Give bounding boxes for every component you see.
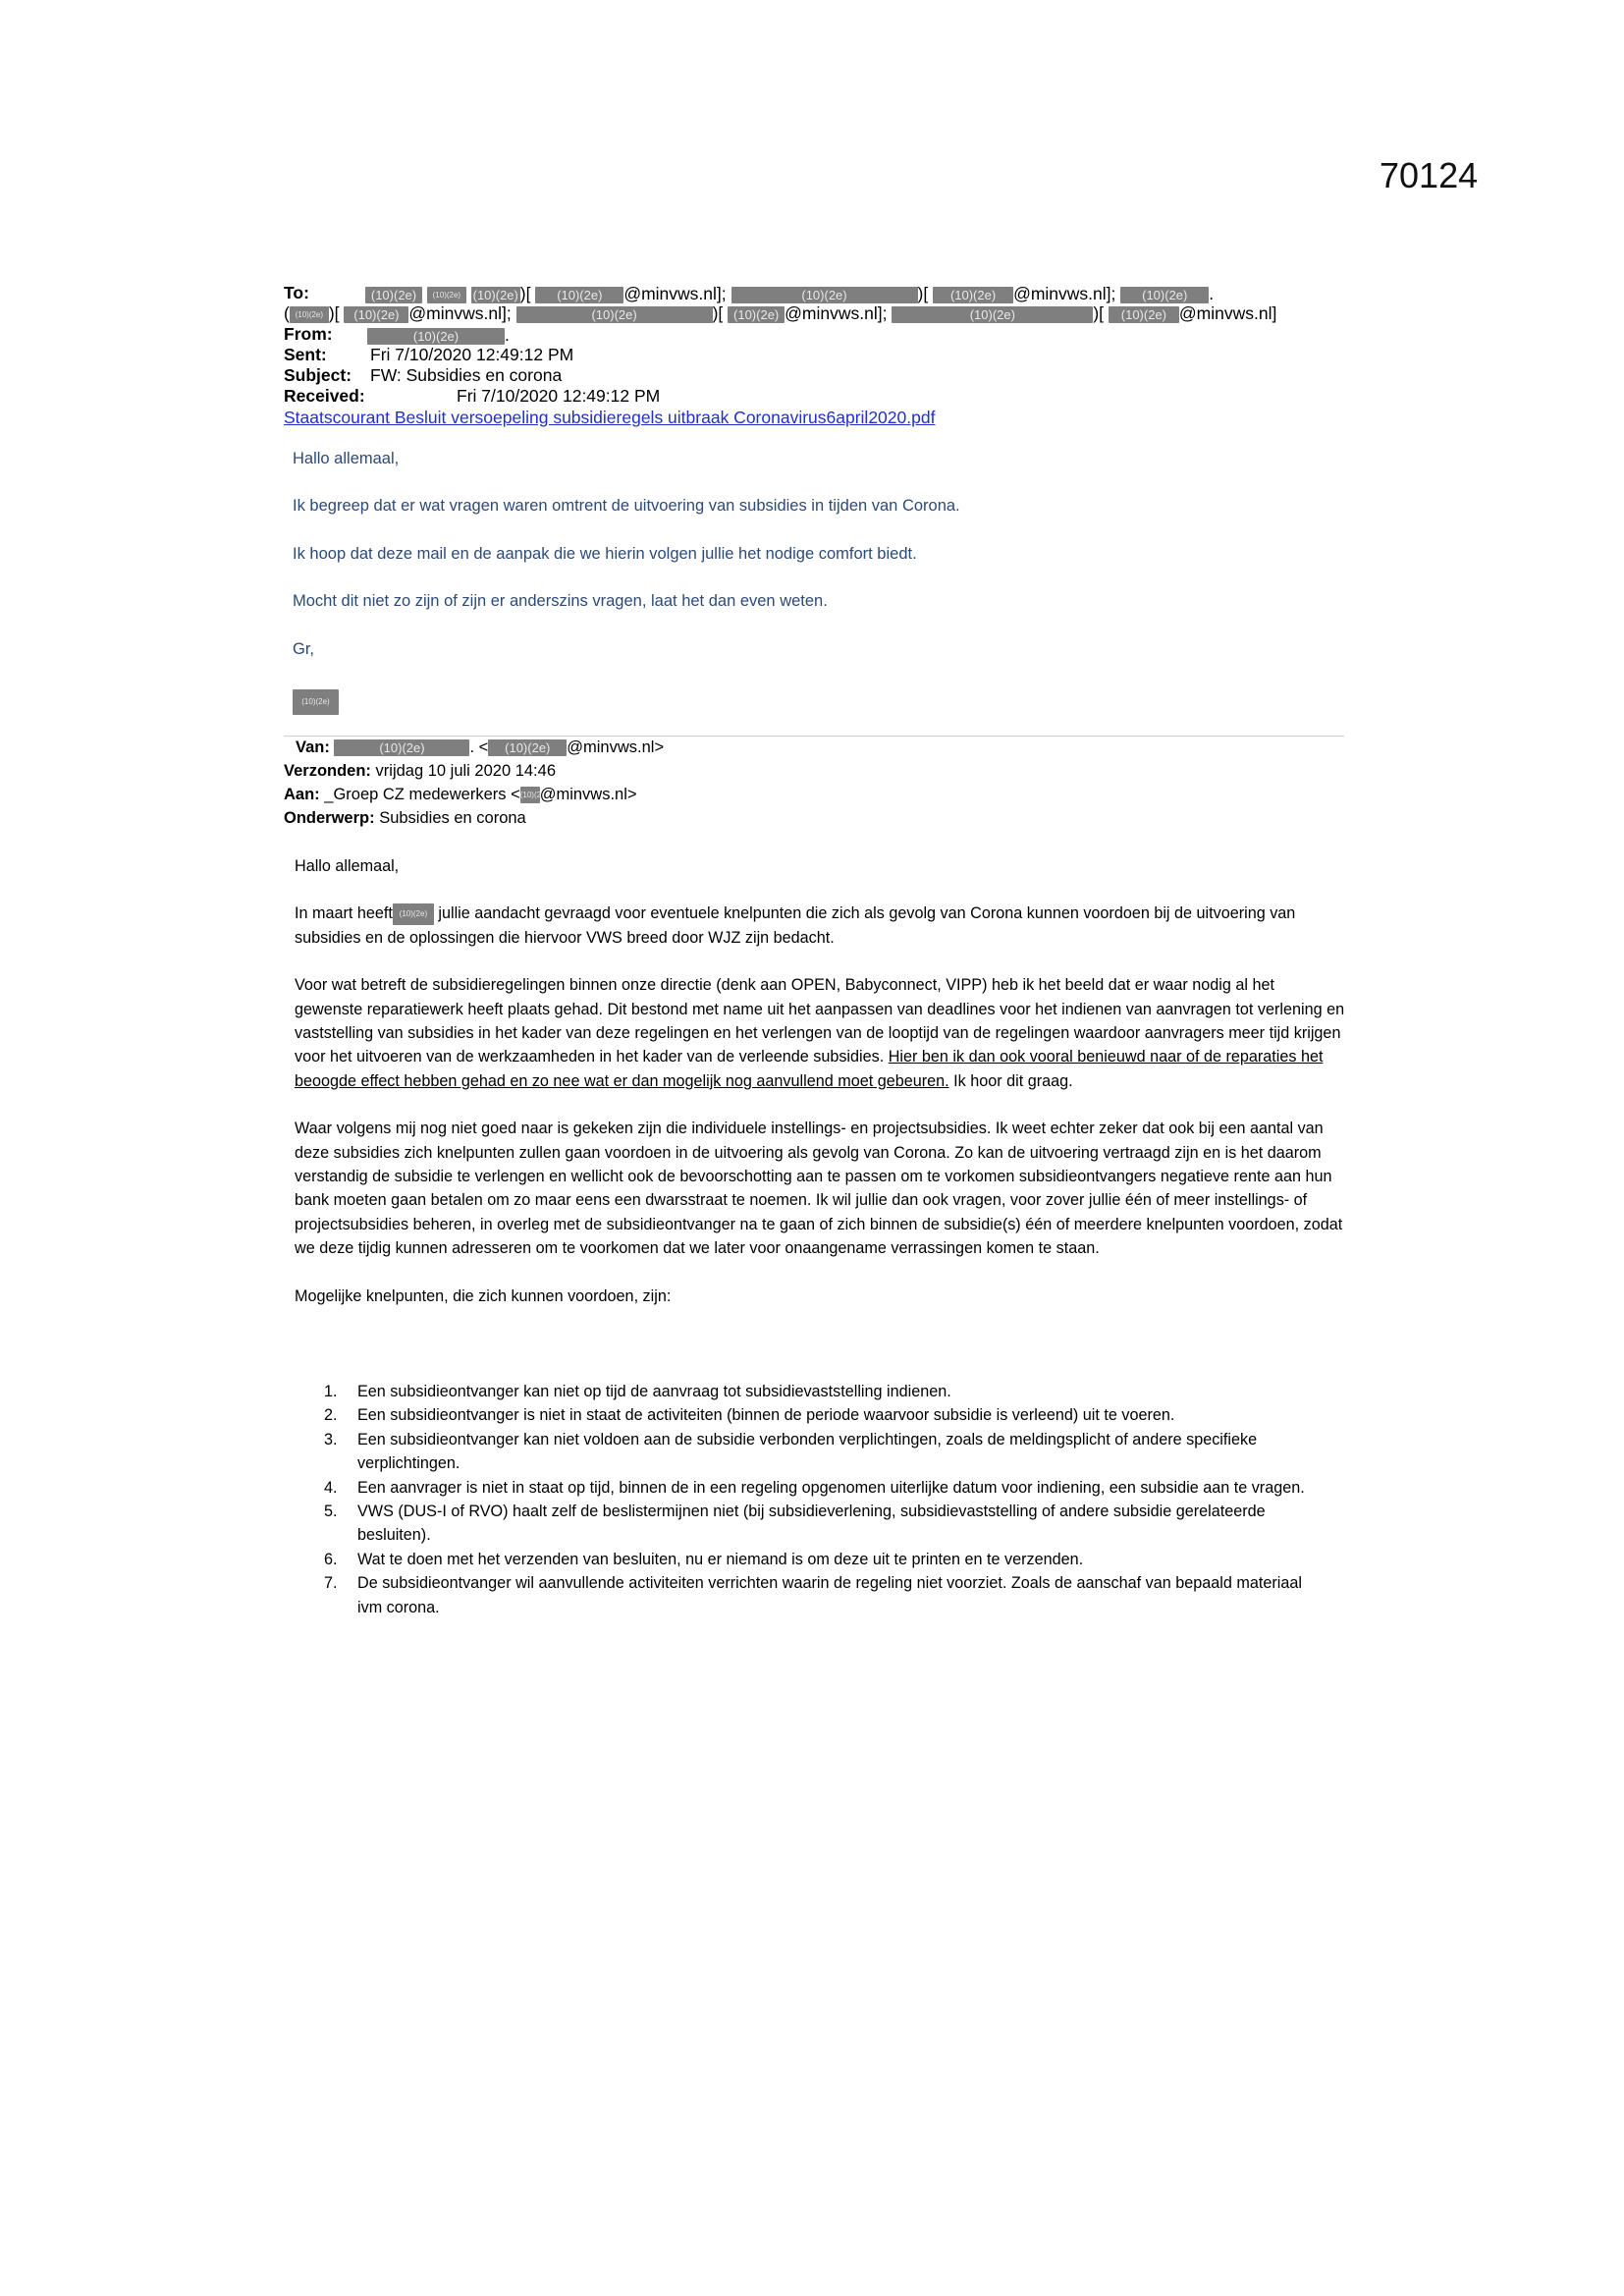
separator	[284, 736, 1344, 737]
message-body	[295, 854, 1345, 1308]
list-number: 6.	[324, 1550, 338, 1568]
redaction: (10)(2e)	[344, 306, 408, 323]
aan-label: Aan:	[284, 786, 320, 803]
list-item	[324, 1428, 1316, 1476]
redaction: (10)(2e)	[728, 306, 785, 323]
attachment-link[interactable]: Staatscourant Besluit versoepeling subsidieregels uitbraak Coronavirus6april2020.pdf	[284, 408, 936, 427]
van-domain: @minvws.nl>	[567, 738, 665, 756]
van-label: Van:	[296, 738, 330, 756]
onderwerp-value: Subsidies en corona	[379, 809, 526, 827]
to-domain: @minvws.nl];	[1013, 284, 1116, 303]
p2-end: Ik hoor dit graag.	[953, 1071, 1073, 1090]
redaction: (10)(2e)	[535, 287, 623, 303]
list-item	[324, 1500, 1316, 1548]
list-text: Een subsidieontvanger is niet in staat de activiteiten (binnen de periode waarvoor subsidie is verleend) uit te voeren.	[357, 1406, 1175, 1425]
redaction: (10)(2e)	[334, 739, 469, 756]
list-item	[324, 1380, 1316, 1403]
list-text: Een aanvrager is niet in staat op tijd, binnen de in een regeling opgenomen uiterlijke datum voor indiening, een subsidie aan te vragen.	[357, 1478, 1305, 1497]
body-paragraph-3: Waar volgens mij nog niet goed naar is gekeken zijn die individuele instellings- en projectsubsidies. Ik weet echter zeker dat ook bij een aantal van deze subsidies zich knelpunten zullen gaan voordoen in de uitvoering als gevolg van Corona. Zo kan de uitvoering vertraagd zijn en is het daarom verstandig de subsidie te verlengen en wellicht ook de bevoorschotting aan te passen om te vorkomen subsidieontvangers negatieve rente aan hun bank moeten gaan betalen om zo maar eens een dwarsstraat te noemen. Ik wil jullie dan ook vragen, voor zover jullie één of meer instellings- of projectsubsidies beheren, in overleg met de subsidieontvanger na te gaan of zich binnen de subsidie(s) één of meerdere knelpunten voordoen, zodat we deze tijdig kunnen adresseren om te voorkomen dat we later voor onaangename verrassingen komen te staan.	[295, 1120, 1343, 1258]
redaction: (10)(2e)	[892, 306, 1093, 323]
verzonden-value: vrijdag 10 juli 2020 14:46	[375, 762, 556, 780]
to-line: To: (10)(2e) (10)(2e) (10)(2e) )[ (10)(2e) @minvws.nl]; (10)(2e) )[ (10)(2e) @minvws.nl]; (10)(2e) .	[284, 283, 1215, 303]
list-number: 2.	[324, 1406, 338, 1425]
p1-start: In maart heeft	[295, 904, 393, 923]
sent-line	[284, 345, 574, 364]
redaction: (10)(2e)	[933, 287, 1013, 303]
forward-closing: Gr,	[293, 640, 315, 658]
forward-greeting: Hallo allemaal,	[293, 450, 400, 467]
knelpunten-list	[324, 1380, 1316, 1619]
to-domain: @minvws.nl]	[1178, 303, 1277, 323]
list-text: Een subsidieontvanger kan niet voldoen aan de subsidie verbonden verplichtingen, zoals de meldingsplicht of andere specifieke verplichtingen.	[357, 1430, 1258, 1473]
forward-line-1: Ik begreep dat er wat vragen waren omtrent de uitvoering van subsidies in tijden van Corona.	[293, 497, 960, 515]
list-item	[324, 1548, 1316, 1571]
van-line	[296, 738, 664, 757]
redaction: (10)(2e)	[520, 787, 540, 803]
list-item	[324, 1403, 1316, 1427]
to-trail: .	[1209, 284, 1215, 303]
received-label: Received:	[284, 386, 365, 406]
forward-line-2: Ik hoop dat deze mail en de aanpak die we hierin volgen jullie het nodige comfort biedt.	[293, 545, 917, 563]
redaction: (10)(2e)	[488, 739, 567, 756]
to-line-2: ( (10)(2e) )[ (10)(2e) @minvws.nl]; (10)(2e) )[ (10)(2e) @minvws.nl]; (10)(2e) )[ (10)(2e) @minvws.nl]	[284, 303, 1277, 323]
redaction: (10)(2e)	[1120, 287, 1209, 303]
to-domain: @minvws.nl];	[623, 284, 727, 303]
received-value: Fri 7/10/2020 12:49:12 PM	[457, 386, 661, 406]
to-domain: @minvws.nl];	[408, 303, 512, 323]
document-number: 70124	[1380, 155, 1479, 195]
onderwerp-label: Onderwerp:	[284, 809, 375, 827]
verzonden-label: Verzonden:	[284, 762, 371, 780]
from-line: From: (10)(2e) .	[284, 324, 510, 345]
p1-rest: jullie aandacht gevraagd voor eventuele knelpunten die zich als gevolg van Corona kunnen voordoen bij de uitvoering van subsidies en de oplossingen die hiervoor VWS breed door WJZ zijn bedacht.	[295, 904, 1296, 947]
received-line	[284, 386, 661, 406]
list-number: 3.	[324, 1430, 338, 1449]
redaction: (10)(2e)	[393, 903, 434, 925]
list-text: Een subsidieontvanger kan niet op tijd de aanvraag tot subsidievaststelling indienen.	[357, 1383, 951, 1400]
verzonden-line	[284, 762, 556, 781]
redaction: (10)(2e)	[367, 328, 505, 345]
p2-underlined: Hier ben ik dan ook vooral benieuwd naar of de reparaties het beoogde effect hebben gehad en zo nee wat er dan mogelijk nog aanvullend moet gebeuren.	[295, 1048, 1324, 1090]
redaction: (10)(2e)	[516, 306, 713, 323]
subject-label: Subject:	[284, 365, 352, 385]
p2-start: Voor wat betreft de subsidieregelingen binnen onze directie (denk aan OPEN, Babyconnect, VIPP) heb ik het beeld dat er waar nodig al het gewenste reparatiewerk heeft plaats gehad. Dit bestond met name uit het aanpassen van deadlines voor het indienen van aanvragen tot verlening en vaststelling van subsidies in het kader van deze regelingen en het verlengen van de looptijd van de regelingen waardoor aanvragers meer tijd krijgen voor het uitvoeren van de werkzaamheden in het kader van de verleende subsidies.	[295, 976, 1345, 1066]
list-text: De subsidieontvanger wil aanvullende activiteiten verrichten waarin de regeling niet voorziet. Zoals de aanschaf van bepaald materiaal ivm corona.	[357, 1574, 1302, 1616]
list-number: 5.	[324, 1503, 338, 1521]
signature-redaction: (10)(2e)	[293, 689, 339, 715]
from-label: From:	[284, 324, 333, 344]
list-number: 4.	[324, 1478, 338, 1497]
list-item	[324, 1476, 1316, 1500]
subject-line	[284, 365, 563, 385]
onderwerp-line	[284, 809, 526, 828]
list-number: 1.	[324, 1383, 338, 1400]
van-mid: . <	[469, 738, 489, 756]
body-paragraph-4: Mogelijke knelpunten, die zich kunnen voordoen, zijn:	[295, 1286, 672, 1305]
list-text: Wat te doen met het verzenden van besluiten, nu er niemand is om deze uit te printen en te verzenden.	[357, 1550, 1084, 1568]
body-greeting: Hallo allemaal,	[295, 857, 400, 875]
list-number: 7.	[324, 1574, 338, 1593]
aan-domain: @minvws.nl>	[539, 786, 637, 803]
redaction: (10)(2e)	[427, 287, 466, 303]
aan-line	[284, 786, 637, 804]
forward-line-3: Mocht dit niet zo zijn of zijn er anderszins vragen, laat het dan even weten.	[293, 592, 828, 610]
list-item	[324, 1571, 1316, 1619]
sent-label: Sent:	[284, 345, 327, 364]
subject-value: FW: Subsidies en corona	[370, 365, 563, 385]
to-domain: @minvws.nl];	[785, 303, 888, 323]
to-label: To:	[284, 283, 309, 302]
redaction: (10)(2e)	[1109, 306, 1179, 323]
redaction: (10)(2e)	[472, 287, 518, 302]
sent-value: Fri 7/10/2020 12:49:12 PM	[370, 345, 574, 364]
body-paragraph-2	[295, 973, 1345, 1093]
redaction: (10)(2e)	[290, 306, 329, 323]
redaction: (10)(2e)	[365, 287, 422, 303]
aan-value: _Groep CZ medewerkers <	[324, 786, 520, 803]
body-paragraph-1	[295, 902, 1345, 950]
redaction: (10)(2e)	[731, 287, 918, 303]
list-text: VWS (DUS-I of RVO) haalt zelf de beslistermijnen niet (bij subsidieverlening, subsidievaststelling of andere subsidie gerelateerde besluiten).	[357, 1503, 1266, 1545]
